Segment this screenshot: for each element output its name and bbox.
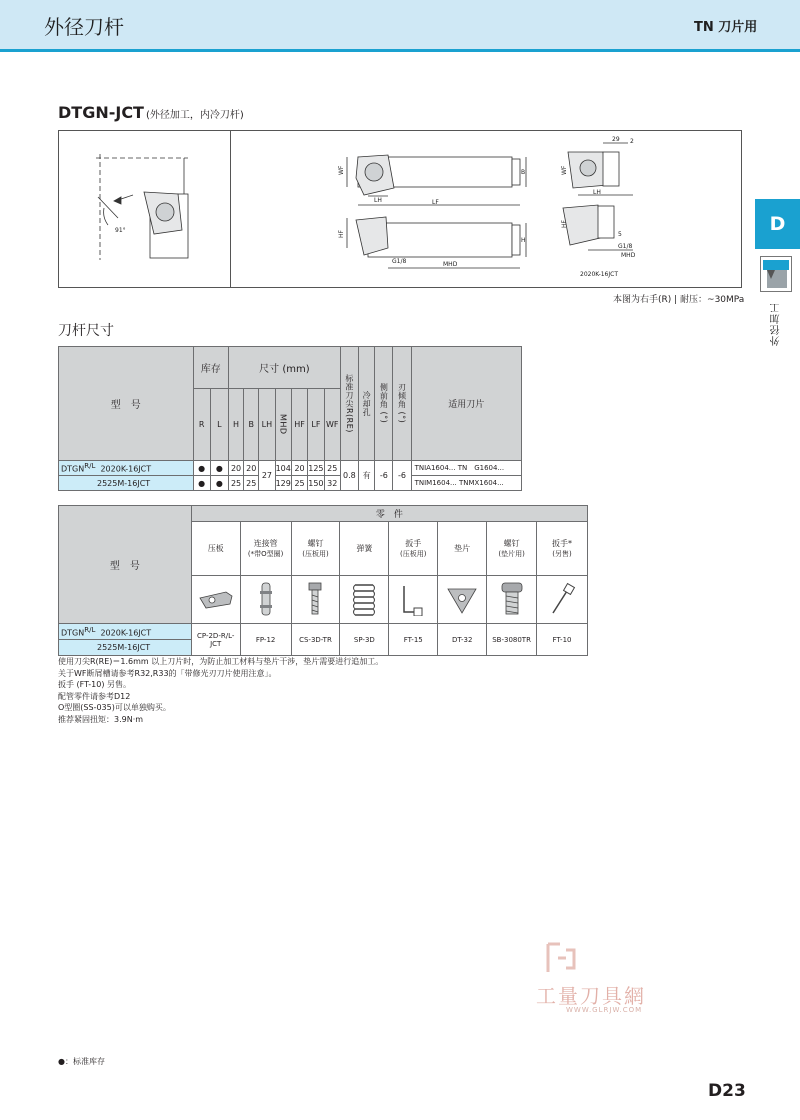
dim-wf-detail: WF: [561, 165, 568, 175]
chapter-tab[interactable]: D: [755, 199, 800, 249]
model-name: 2525M-16JCT: [59, 476, 194, 491]
th-re: 标准刀尖R(RE): [340, 347, 358, 461]
note-line: 配管零件请参考D12: [58, 691, 131, 701]
cell-hf: 25: [291, 476, 307, 491]
th-spring: 弹簧: [340, 522, 389, 576]
notes: [58, 656, 383, 725]
table-row: [59, 624, 588, 640]
th-wf: WF: [324, 389, 340, 461]
wrench-icon: [389, 576, 438, 624]
shim-icon: [438, 576, 487, 624]
header-subtitle: TN 刀片用: [694, 20, 758, 35]
table-row: [59, 461, 522, 476]
holder-dimension-table: [58, 346, 522, 491]
dim-g18-detail: G1/8: [618, 243, 633, 250]
dim-mhd-detail: MHD: [621, 252, 636, 259]
th-h: H: [228, 389, 243, 461]
note-line: 关于WF断屑槽请参考R32,R33的「带修光刃刀片使用注意」。: [58, 668, 277, 678]
parts-table: [58, 505, 588, 656]
cell-re: 0.8: [340, 461, 358, 491]
model-prefix: DTGN: [61, 464, 85, 474]
th-clamp: 压板: [191, 522, 240, 576]
product-description: (外径加工，内冷刀杆): [145, 110, 244, 121]
th-model: 型 号: [59, 347, 194, 461]
th-rake: 侧前角 (°): [375, 347, 393, 461]
cell-mhd: 129: [275, 476, 291, 491]
dim-29: 29: [612, 136, 620, 143]
watermark-logo-icon: [540, 940, 580, 976]
section-title: 刀杆尺寸: [58, 323, 114, 339]
th-coupling: 连接管 (*带O型圈): [240, 522, 291, 576]
th-parts: 零 件: [191, 506, 587, 522]
part-clamp: CP-2D-R/L-JCT: [191, 624, 240, 656]
cell-b: 25: [244, 476, 259, 491]
cell-insert: TNⅠM1604... TNMX1604...: [411, 476, 521, 491]
dim-wf: WF: [338, 165, 345, 175]
stock-r: ●: [193, 476, 210, 491]
cell-lf: 150: [308, 476, 324, 491]
cell-h: 25: [228, 476, 243, 491]
note-line: 使用刀尖R(RE)＝1.6mm 以上刀片时，为防止加工材料与垫片干涉，垫片需要进行追加工。: [58, 657, 384, 666]
part-shim-screw: SB-3080TR: [487, 624, 537, 656]
product-code: DTGN-JCT: [58, 103, 144, 122]
model-name: 2020K-16JCT: [100, 464, 152, 474]
th-lh: LH: [259, 389, 275, 461]
turning-tool-icon: [760, 256, 792, 292]
table-row: [59, 476, 522, 491]
th-hf: HF: [291, 389, 307, 461]
dim-h: H: [521, 237, 526, 244]
cell-b: 20: [244, 461, 259, 476]
cell-wf: 32: [324, 476, 340, 491]
dim-b: B: [521, 169, 526, 176]
part-clamp-screw: CS-3D-TR: [291, 624, 340, 656]
drawing-model-label: 2020K-16JCT: [580, 271, 618, 278]
cell-rake: -6: [375, 461, 393, 491]
cell-lh: 27: [259, 461, 275, 491]
cell-hf: 20: [291, 461, 307, 476]
shim-screw-icon: [487, 576, 537, 624]
watermark-url: WWW.GLRJW.COM: [566, 1006, 643, 1014]
note-line: 推荐紧固扭矩：3.9N·m: [58, 714, 144, 724]
page-number: D23: [708, 1081, 746, 1101]
th-insert: 适用刀片: [411, 347, 521, 461]
part-coupling: FP-12: [240, 624, 291, 656]
part-wrench: FT-10: [537, 624, 588, 656]
th-clamp-wrench: 扳手 (压板用): [389, 522, 438, 576]
header-title: 外径刀杆: [44, 15, 124, 39]
dim-hf: HF: [338, 230, 345, 238]
model-cell: [59, 461, 194, 476]
drawing-note: 本图为右手(R) | 耐压：~30MPa: [613, 295, 745, 305]
dim-2: 2: [630, 138, 634, 145]
spring-icon: [340, 576, 389, 624]
clamp-icon: [191, 576, 240, 624]
dim-g18: G1/8: [392, 258, 407, 265]
th-r: R: [193, 389, 210, 461]
product-title: [58, 103, 244, 122]
cell-mhd: 104: [275, 461, 291, 476]
dim-lh-detail: LH: [593, 189, 601, 196]
th-wrench: 扳手* (另售): [537, 522, 588, 576]
cell-incl: -6: [393, 461, 411, 491]
note-line: O型圈(SS-035)可以单独购买。: [58, 703, 171, 712]
part-spring: SP-3D: [340, 624, 389, 656]
th-model: 型 号: [59, 506, 192, 624]
dim-lf: LF: [432, 199, 439, 206]
screw-icon: [291, 576, 340, 624]
stock-l: ●: [210, 461, 228, 476]
dim-hf-detail: HF: [561, 220, 568, 228]
chapter-label: 外径加工: [771, 302, 782, 346]
coupling-icon: [240, 576, 291, 624]
model-name: 2525M-16JCT: [59, 640, 192, 656]
th-clamp-screw: 螺钉 (压板用): [291, 522, 340, 576]
th-shim-screw: 螺钉 (垫片用): [487, 522, 537, 576]
cell-h: 20: [228, 461, 243, 476]
model-cell: $DTGN^{R/L}$ 2020K-16JCT: [59, 624, 192, 640]
dim-lh: LH: [374, 197, 382, 204]
cell-coolant: 有: [359, 461, 375, 491]
th-l: L: [210, 389, 228, 461]
dim-mhd: MHD: [443, 261, 458, 268]
tool-holder-drawing: [58, 130, 742, 288]
stock-r: ●: [193, 461, 210, 476]
watermark-text: 工量刀具網: [536, 984, 646, 1008]
note-line: 扳手 (FT-10) 另售。: [58, 680, 132, 689]
th-dims: 尺寸 (mm): [228, 347, 340, 389]
th-mhd: MHD: [275, 389, 291, 461]
stock-l: ●: [210, 476, 228, 491]
model-hand: R/L: [84, 462, 96, 471]
th-incl: 刃倾角 (°): [393, 347, 411, 461]
cell-wf: 25: [324, 461, 340, 476]
th-lf: LF: [308, 389, 324, 461]
th-stock: 库存: [193, 347, 228, 389]
part-clamp-wrench: FT-15: [389, 624, 438, 656]
legend-note: ●：标准库存: [58, 1057, 105, 1066]
cell-insert: TNⅠA1604... TN G1604...: [411, 461, 521, 476]
header-rule: [0, 49, 800, 52]
th-shim: 垫片: [438, 522, 487, 576]
cell-lf: 125: [308, 461, 324, 476]
part-shim: DT-32: [438, 624, 487, 656]
dim-5: 5: [618, 231, 622, 238]
th-b: B: [244, 389, 259, 461]
th-coolant: 冷却孔: [359, 347, 375, 461]
angle-label: 91°: [115, 227, 126, 234]
torque-wrench-icon: [537, 576, 588, 624]
